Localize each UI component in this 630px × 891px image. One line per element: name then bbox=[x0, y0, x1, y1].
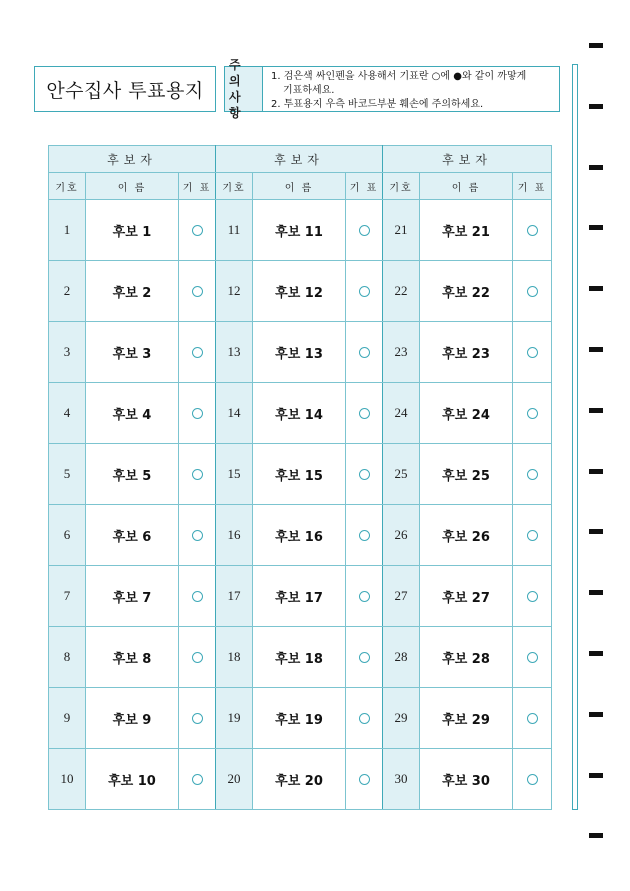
ballot-table bbox=[48, 145, 552, 810]
candidate-number: 13 bbox=[216, 322, 253, 383]
candidate-name: 후보 11 bbox=[253, 200, 346, 261]
vote-circle-icon[interactable] bbox=[359, 469, 370, 480]
vote-circle-icon[interactable] bbox=[527, 225, 538, 236]
vote-cell[interactable] bbox=[179, 383, 216, 444]
ballot-row bbox=[49, 322, 552, 383]
candidate-name: 후보 25 bbox=[420, 444, 513, 505]
candidate-name: 후보 5 bbox=[86, 444, 179, 505]
timing-mark bbox=[589, 165, 603, 170]
vote-cell[interactable] bbox=[179, 688, 216, 749]
vote-cell[interactable] bbox=[179, 322, 216, 383]
candidate-number: 25 bbox=[383, 444, 420, 505]
candidate-name: 후보 30 bbox=[420, 749, 513, 810]
ballot-row bbox=[49, 383, 552, 444]
timing-mark bbox=[589, 529, 603, 534]
col-header-vote: 기 표 bbox=[513, 173, 552, 200]
vote-cell[interactable] bbox=[179, 627, 216, 688]
ballot-row bbox=[49, 749, 552, 810]
ballot-row bbox=[49, 200, 552, 261]
vote-circle-icon[interactable] bbox=[192, 347, 203, 358]
vote-circle-icon[interactable] bbox=[359, 347, 370, 358]
candidate-number: 3 bbox=[49, 322, 86, 383]
candidate-number: 17 bbox=[216, 566, 253, 627]
notice-label bbox=[225, 58, 263, 120]
candidate-number: 5 bbox=[49, 444, 86, 505]
ballot-title: 안수집사 투표용지 bbox=[34, 66, 216, 112]
candidate-number: 30 bbox=[383, 749, 420, 810]
timing-mark bbox=[589, 651, 603, 656]
timing-mark bbox=[589, 43, 603, 48]
col-header-no: 기호 bbox=[383, 173, 420, 200]
candidate-name: 후보 21 bbox=[420, 200, 513, 261]
notice-text bbox=[263, 67, 526, 111]
vote-circle-icon[interactable] bbox=[192, 591, 203, 602]
ballot-row bbox=[49, 688, 552, 749]
vote-cell[interactable] bbox=[346, 322, 383, 383]
notice-line-1b: 기표하세요. bbox=[283, 85, 335, 96]
notice-label-line2: 사 항 bbox=[229, 90, 245, 120]
vote-circle-icon[interactable] bbox=[359, 286, 370, 297]
vote-cell[interactable] bbox=[513, 383, 552, 444]
vote-circle-icon[interactable] bbox=[527, 652, 538, 663]
notice-label-line1: 주 의 bbox=[229, 58, 245, 88]
vote-circle-icon[interactable] bbox=[192, 713, 203, 724]
candidate-number: 24 bbox=[383, 383, 420, 444]
candidate-number: 22 bbox=[383, 261, 420, 322]
candidate-number: 28 bbox=[383, 627, 420, 688]
candidate-number: 14 bbox=[216, 383, 253, 444]
candidate-name: 후보 16 bbox=[253, 505, 346, 566]
candidate-number: 1 bbox=[49, 200, 86, 261]
vote-cell[interactable] bbox=[179, 566, 216, 627]
col-header-vote: 기 표 bbox=[179, 173, 216, 200]
candidate-name: 후보 22 bbox=[420, 261, 513, 322]
vote-circle-icon[interactable] bbox=[527, 591, 538, 602]
candidate-name: 후보 6 bbox=[86, 505, 179, 566]
timing-mark bbox=[589, 833, 603, 838]
timing-mark bbox=[589, 347, 603, 352]
candidate-number: 9 bbox=[49, 688, 86, 749]
candidate-name: 후보 29 bbox=[420, 688, 513, 749]
col-header-name: 이 름 bbox=[420, 173, 513, 200]
candidate-name: 후보 20 bbox=[253, 749, 346, 810]
vote-cell[interactable] bbox=[513, 505, 552, 566]
vote-circle-icon[interactable] bbox=[527, 469, 538, 480]
vote-circle-icon[interactable] bbox=[359, 591, 370, 602]
candidate-name: 후보 17 bbox=[253, 566, 346, 627]
candidate-number: 29 bbox=[383, 688, 420, 749]
vote-cell[interactable] bbox=[346, 627, 383, 688]
vote-cell[interactable] bbox=[346, 261, 383, 322]
ballot-row bbox=[49, 444, 552, 505]
candidate-number: 26 bbox=[383, 505, 420, 566]
timing-mark bbox=[589, 773, 603, 778]
candidate-name: 후보 24 bbox=[420, 383, 513, 444]
timing-mark bbox=[589, 286, 603, 291]
col-header-no: 기호 bbox=[49, 173, 86, 200]
candidate-name: 후보 3 bbox=[86, 322, 179, 383]
vote-cell[interactable] bbox=[346, 505, 383, 566]
candidate-name: 후보 12 bbox=[253, 261, 346, 322]
vote-cell[interactable] bbox=[513, 566, 552, 627]
vote-cell[interactable] bbox=[513, 261, 552, 322]
vote-circle-icon[interactable] bbox=[359, 713, 370, 724]
vote-circle-icon[interactable] bbox=[527, 286, 538, 297]
ballot-row bbox=[49, 505, 552, 566]
candidate-number: 21 bbox=[383, 200, 420, 261]
vote-circle-icon[interactable] bbox=[359, 408, 370, 419]
candidate-number: 7 bbox=[49, 566, 86, 627]
timing-mark bbox=[589, 590, 603, 595]
candidate-number: 16 bbox=[216, 505, 253, 566]
vote-circle-icon[interactable] bbox=[527, 530, 538, 541]
candidate-name: 후보 9 bbox=[86, 688, 179, 749]
vote-circle-icon[interactable] bbox=[359, 225, 370, 236]
vote-cell[interactable] bbox=[346, 383, 383, 444]
candidate-number: 8 bbox=[49, 627, 86, 688]
vote-circle-icon[interactable] bbox=[192, 652, 203, 663]
vote-cell[interactable] bbox=[346, 200, 383, 261]
timing-mark bbox=[589, 712, 603, 717]
candidate-name: 후보 15 bbox=[253, 444, 346, 505]
group-header-row bbox=[49, 146, 552, 173]
candidate-number: 27 bbox=[383, 566, 420, 627]
vote-cell[interactable] bbox=[513, 627, 552, 688]
candidate-number: 12 bbox=[216, 261, 253, 322]
group-header-1: 후보자 bbox=[49, 146, 216, 173]
column-header-row bbox=[49, 173, 552, 200]
vote-circle-icon[interactable] bbox=[359, 652, 370, 663]
vote-cell[interactable] bbox=[346, 688, 383, 749]
candidate-name: 후보 26 bbox=[420, 505, 513, 566]
notice-line-1: 1. 검은색 싸인펜을 사용해서 기표란 ○에 ●와 같이 까맣게 bbox=[271, 71, 527, 82]
ballot-row bbox=[49, 627, 552, 688]
timing-mark bbox=[589, 104, 603, 109]
notice-line-2: 2. 투표용지 우측 바코드부분 훼손에 주의하세요. bbox=[271, 99, 484, 110]
candidate-name: 후보 1 bbox=[86, 200, 179, 261]
candidate-name: 후보 8 bbox=[86, 627, 179, 688]
vote-cell[interactable] bbox=[179, 505, 216, 566]
candidate-number: 15 bbox=[216, 444, 253, 505]
candidate-number: 10 bbox=[49, 749, 86, 810]
vote-cell[interactable] bbox=[346, 566, 383, 627]
group-header-3: 후보자 bbox=[383, 146, 552, 173]
candidate-name: 후보 18 bbox=[253, 627, 346, 688]
ballot-row bbox=[49, 261, 552, 322]
vote-circle-icon[interactable] bbox=[527, 713, 538, 724]
candidate-name: 후보 13 bbox=[253, 322, 346, 383]
vote-cell[interactable] bbox=[513, 444, 552, 505]
vote-circle-icon[interactable] bbox=[192, 469, 203, 480]
vote-circle-icon[interactable] bbox=[192, 530, 203, 541]
col-header-no: 기호 bbox=[216, 173, 253, 200]
timing-mark bbox=[589, 469, 603, 474]
vote-cell[interactable] bbox=[179, 261, 216, 322]
timing-mark bbox=[589, 225, 603, 230]
vote-circle-icon[interactable] bbox=[192, 774, 203, 785]
col-header-vote: 기 표 bbox=[346, 173, 383, 200]
vote-circle-icon[interactable] bbox=[527, 774, 538, 785]
vote-circle-icon[interactable] bbox=[192, 286, 203, 297]
vote-cell[interactable] bbox=[346, 444, 383, 505]
col-header-name: 이 름 bbox=[253, 173, 346, 200]
vote-circle-icon[interactable] bbox=[527, 347, 538, 358]
notice-box bbox=[224, 58, 560, 120]
candidate-name: 후보 19 bbox=[253, 688, 346, 749]
candidate-number: 18 bbox=[216, 627, 253, 688]
col-header-name: 이 름 bbox=[86, 173, 179, 200]
candidate-number: 11 bbox=[216, 200, 253, 261]
vote-cell[interactable] bbox=[513, 322, 552, 383]
ballot-row bbox=[49, 566, 552, 627]
vote-cell[interactable] bbox=[179, 444, 216, 505]
candidate-name: 후보 14 bbox=[253, 383, 346, 444]
barcode-strip bbox=[572, 64, 578, 810]
candidate-name: 후보 2 bbox=[86, 261, 179, 322]
candidate-name: 후보 7 bbox=[86, 566, 179, 627]
timing-mark bbox=[589, 408, 603, 413]
vote-cell[interactable] bbox=[513, 200, 552, 261]
vote-circle-icon[interactable] bbox=[359, 774, 370, 785]
candidate-number: 20 bbox=[216, 749, 253, 810]
vote-cell[interactable] bbox=[513, 749, 552, 810]
vote-circle-icon[interactable] bbox=[192, 225, 203, 236]
candidate-number: 19 bbox=[216, 688, 253, 749]
candidate-name: 후보 28 bbox=[420, 627, 513, 688]
group-header-2: 후보자 bbox=[216, 146, 383, 173]
candidate-name: 후보 4 bbox=[86, 383, 179, 444]
vote-circle-icon[interactable] bbox=[527, 408, 538, 419]
vote-cell[interactable] bbox=[513, 688, 552, 749]
vote-circle-icon[interactable] bbox=[192, 408, 203, 419]
vote-circle-icon[interactable] bbox=[359, 530, 370, 541]
candidate-number: 6 bbox=[49, 505, 86, 566]
candidate-name: 후보 27 bbox=[420, 566, 513, 627]
candidate-name: 후보 10 bbox=[86, 749, 179, 810]
candidate-number: 23 bbox=[383, 322, 420, 383]
candidate-number: 2 bbox=[49, 261, 86, 322]
ballot-body bbox=[49, 200, 552, 810]
vote-cell[interactable] bbox=[346, 749, 383, 810]
candidate-name: 후보 23 bbox=[420, 322, 513, 383]
vote-cell[interactable] bbox=[179, 200, 216, 261]
candidate-number: 4 bbox=[49, 383, 86, 444]
vote-cell[interactable] bbox=[179, 749, 216, 810]
